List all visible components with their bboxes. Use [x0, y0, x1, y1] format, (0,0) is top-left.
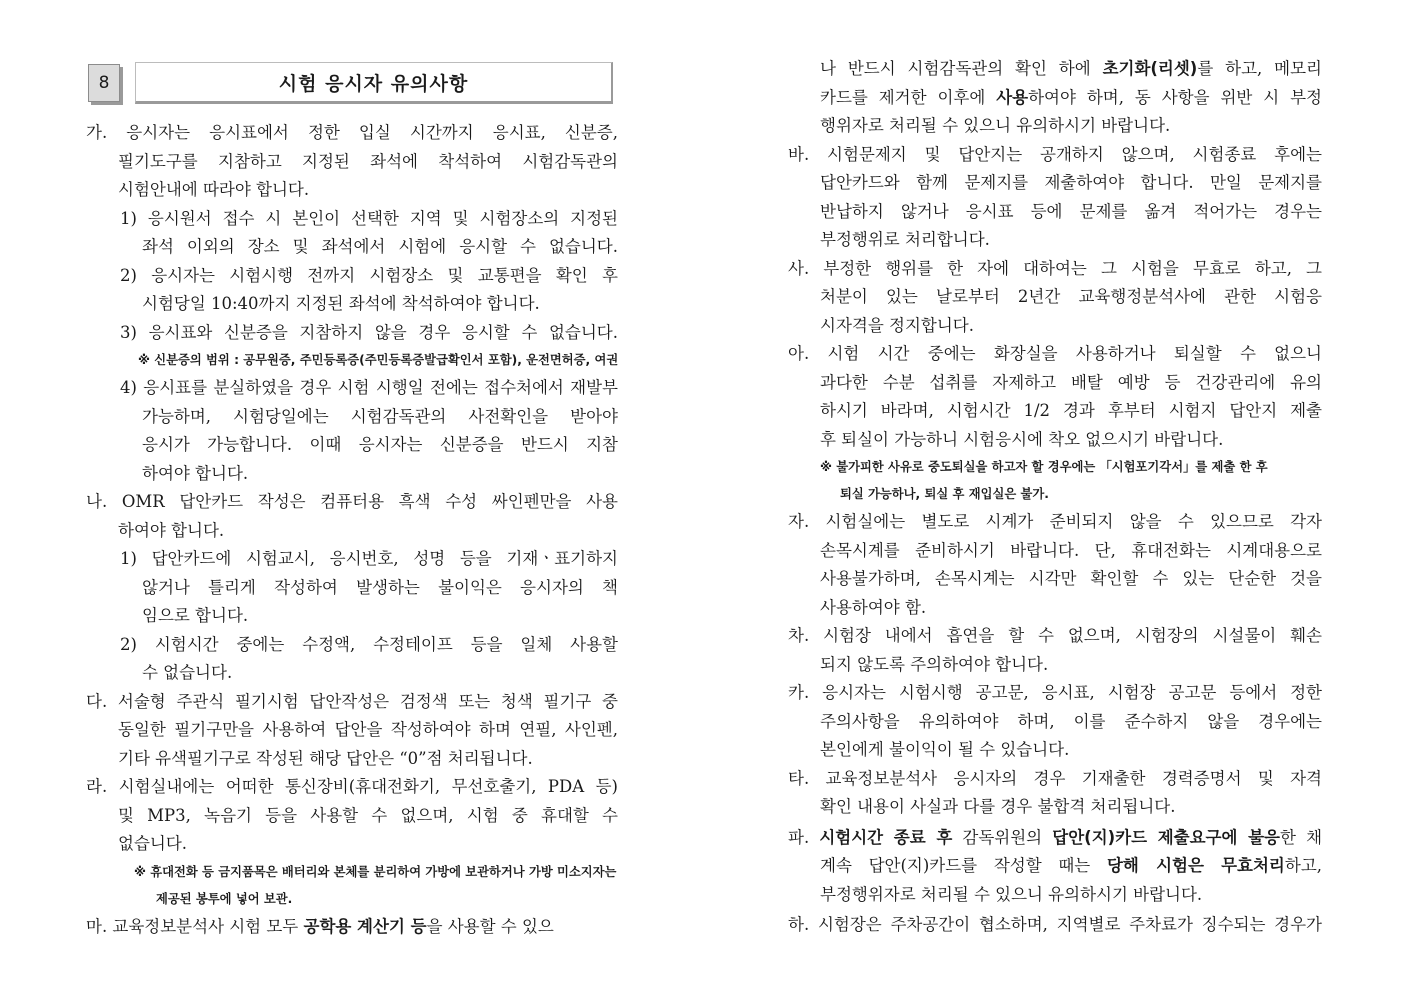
text-line: 자. 시험실에는 별도로 시계가 준비되지 않을 수 있으므로 각자	[788, 512, 1322, 531]
text-line: 응시가 가능합니다. 이때 응시자는 신분증을 반드시 지참	[142, 435, 618, 454]
note-line: ※ 휴대전화 등 금지품목은 배터리와 본체를 분리하여 가방에 보관하거나 가방 미소지자는	[134, 864, 617, 879]
bold-text: 공학용 계산기 등	[303, 916, 427, 936]
text-line: 바. 시험문제지 및 답안지는 공개하지 않으며, 시험종료 후에는	[788, 144, 1322, 164]
note-line: 제공된 봉투에 넣어 보관.	[156, 891, 293, 906]
text-line: 않거나 틀리게 작성하여 발생하는 불이익은 응시자의 책	[142, 577, 618, 597]
text-line: 가능하며, 시험당일에는 시험감독관의 사전확인을 받아야	[142, 406, 618, 426]
text-line	[86, 913, 618, 942]
bold-text: 초기화(리셋)	[1102, 59, 1198, 78]
right-column	[788, 55, 1322, 940]
text-line: 1) 답안카드에 시험교시, 응시번호, 성명 등을 기재ㆍ표기하지	[120, 549, 618, 568]
text-line: 주의사항을 유의하여야 하며, 이를 준수하지 않을 경우에는	[820, 711, 1322, 731]
text-line: 답안카드와 함께 문제지를 제출하여야 합니다. 만일 문제지를	[820, 173, 1322, 192]
text-line: 동일한 필기구만을 사용하여 답안을 작성하여야 하며 연필, 사인펜,	[118, 720, 618, 739]
bold-text: 당해 시험은 무효처리	[1106, 856, 1285, 875]
text-line: 사. 부정한 행위를 한 자에 대하여는 그 시험을 무효로 하고, 그	[788, 258, 1322, 278]
text-line: 사용하여야 함.	[820, 597, 927, 617]
text-line: 반납하지 않거나 응시표 등에 문제를 옮겨 적어가는 경우는	[820, 201, 1322, 221]
text-line: 없습니다.	[118, 834, 188, 853]
text-line: 하여야 합니다.	[142, 463, 249, 483]
text-line: 2) 시험시간 중에는 수정액, 수정테이프 등을 일체 사용할	[120, 634, 618, 654]
text-line: 카. 응시자는 시험시행 공고문, 응시표, 시험장 공고문 등에서 정한	[788, 683, 1322, 702]
text-line: 가. 응시자는 응시표에서 정한 입실 시간까지 응시표, 신분증,	[86, 123, 618, 142]
text-line: 손목시계를 준비하시기 바랍니다. 단, 휴대전화는 시계대용으로	[820, 540, 1322, 560]
page-number: 8	[88, 64, 120, 102]
text-line: 확인 내용이 사실과 다를 경우 불합격 처리됩니다.	[820, 797, 1176, 816]
text-line: 시자격을 정지합니다.	[820, 315, 974, 335]
text-line: 수 없습니다.	[142, 663, 233, 682]
text-line: 시험안내에 따라야 합니다.	[118, 180, 310, 199]
bold-text: 답안(지)카드 제출요구에 불응	[1052, 827, 1280, 847]
text-line: 필기도구를 지참하고 지정된 좌석에 착석하여 시험감독관의	[118, 151, 618, 171]
text-line: 좌석 이외의 장소 및 좌석에서 시험에 응시할 수 없습니다.	[142, 237, 618, 256]
text-line: 부정행위자로 처리될 수 있으니 유의하시기 바랍니다.	[820, 884, 1203, 904]
text-line: 후 퇴실이 가능하니 시험응시에 착오 없으시기 바랍니다.	[820, 429, 1224, 449]
text-line: 4) 응시표를 분실하였을 경우 시험 시행일 전에는 접수처에서 재발부	[120, 378, 618, 397]
text-segment: 나 반드시 시험감독관의 확인 하에	[820, 59, 1103, 78]
text-line: 차. 시험장 내에서 흡연을 할 수 없으며, 시험장의 시설물이 훼손	[788, 626, 1322, 645]
text-line	[788, 84, 1322, 113]
text-segment: 감독위원의	[952, 827, 1053, 847]
text-segment: 카드를 제거한 이후에	[820, 87, 997, 107]
text-line: 임으로 합니다.	[142, 606, 249, 625]
text-segment: 한 채	[1279, 827, 1323, 847]
note-line: 퇴실 가능하나, 퇴실 후 재입실은 불가.	[840, 487, 1049, 501]
text-line: 하시기 바라며, 시험시간 1/2 경과 후부터 시험지 답안지 제출	[820, 401, 1322, 420]
text-line: 처분이 있는 날로부터 2년간 교육행정분석사에 관한 시험응	[820, 287, 1322, 306]
bold-text: 사용	[996, 87, 1029, 107]
text-segment: 를 하고, 메모리	[1197, 59, 1322, 78]
text-line: 1) 응시원서 접수 시 본인이 선택한 지역 및 시험장소의 지정된	[120, 208, 618, 228]
text-line: 본인에게 불이익이 될 수 있습니다.	[820, 740, 1070, 759]
text-segment: 하고,	[1284, 856, 1322, 875]
text-line: 행위자로 처리될 수 있으니 유의하시기 바랍니다.	[820, 116, 1171, 135]
page-title: 시험 응시자 유의사항	[135, 62, 613, 104]
text-segment: 을 사용할 수 있으	[426, 916, 554, 936]
note-line: ※ 신분증의 범위 : 공무원증, 주민등록증(주민등록증발급확인서 포함), 운전면허증, 여권	[138, 353, 619, 367]
bold-text: 시험시간 종료 후	[819, 827, 953, 847]
text-line: 나. OMR 답안카드 작성은 컴퓨터용 흑색 수성 싸인펜만을 사용	[86, 492, 618, 511]
text-line: 타. 교육정보분석사 응시자의 경우 기재출한 경력증명서 및 자격	[788, 768, 1322, 788]
text-line: 아. 시험 시간 중에는 화장실을 사용하거나 퇴실할 수 없으니	[788, 344, 1322, 363]
text-segment: 하여야 하며, 동 사항을 위반 시 부정	[1028, 87, 1322, 107]
text-line: 시험당일 10:40까지 지정된 좌석에 착석하여야 합니다.	[142, 294, 540, 313]
text-segment: 계속 답안(지)카드를 작성할 때는	[820, 856, 1107, 875]
text-line: 및 MP3, 녹음기 등을 사용할 수 없으며, 시험 중 휴대할 수	[118, 805, 618, 825]
text-line: 사용불가하며, 손목시계는 시각만 확인할 수 있는 단순한 것을	[820, 569, 1322, 588]
text-line: 되지 않도록 주의하여야 합니다.	[820, 654, 1049, 674]
note-line: ※ 불가피한 사유로 중도퇴실을 하고자 할 경우에는 「시험포기각서」를 제출 한 후	[820, 460, 1268, 474]
text-line: 과다한 수분 섭취를 자제하고 배탈 예방 등 건강관리에 유의	[820, 372, 1322, 392]
text-line: 부정행위로 처리합니다.	[820, 230, 990, 249]
text-segment: 파.	[788, 827, 820, 847]
text-line: 2) 응시자는 시험시행 전까지 시험장소 및 교통편을 확인 후	[120, 265, 618, 285]
text-line	[788, 824, 1322, 853]
text-segment: 마. 교육정보분석사 시험 모두	[86, 916, 304, 936]
text-line	[788, 55, 1322, 84]
text-line: 하여야 합니다.	[118, 520, 225, 540]
text-line: 기타 유색필기구로 작성된 해당 답안은 “0”점 처리됩니다.	[118, 748, 533, 768]
text-line: 하. 시험장은 주차공간이 협소하며, 지역별로 주차료가 징수되는 경우가	[788, 915, 1322, 934]
text-line	[788, 852, 1322, 881]
left-column	[86, 119, 618, 941]
text-line: 라. 시험실내에는 어떠한 통신장비(휴대전화기, 무선호출기, PDA 등)	[86, 777, 618, 796]
text-line: 3) 응시표와 신분증을 지참하지 않을 경우 응시할 수 없습니다.	[120, 322, 618, 342]
text-line: 다. 서술형 주관식 필기시험 답안작성은 검정색 또는 청색 필기구 중	[86, 691, 618, 711]
